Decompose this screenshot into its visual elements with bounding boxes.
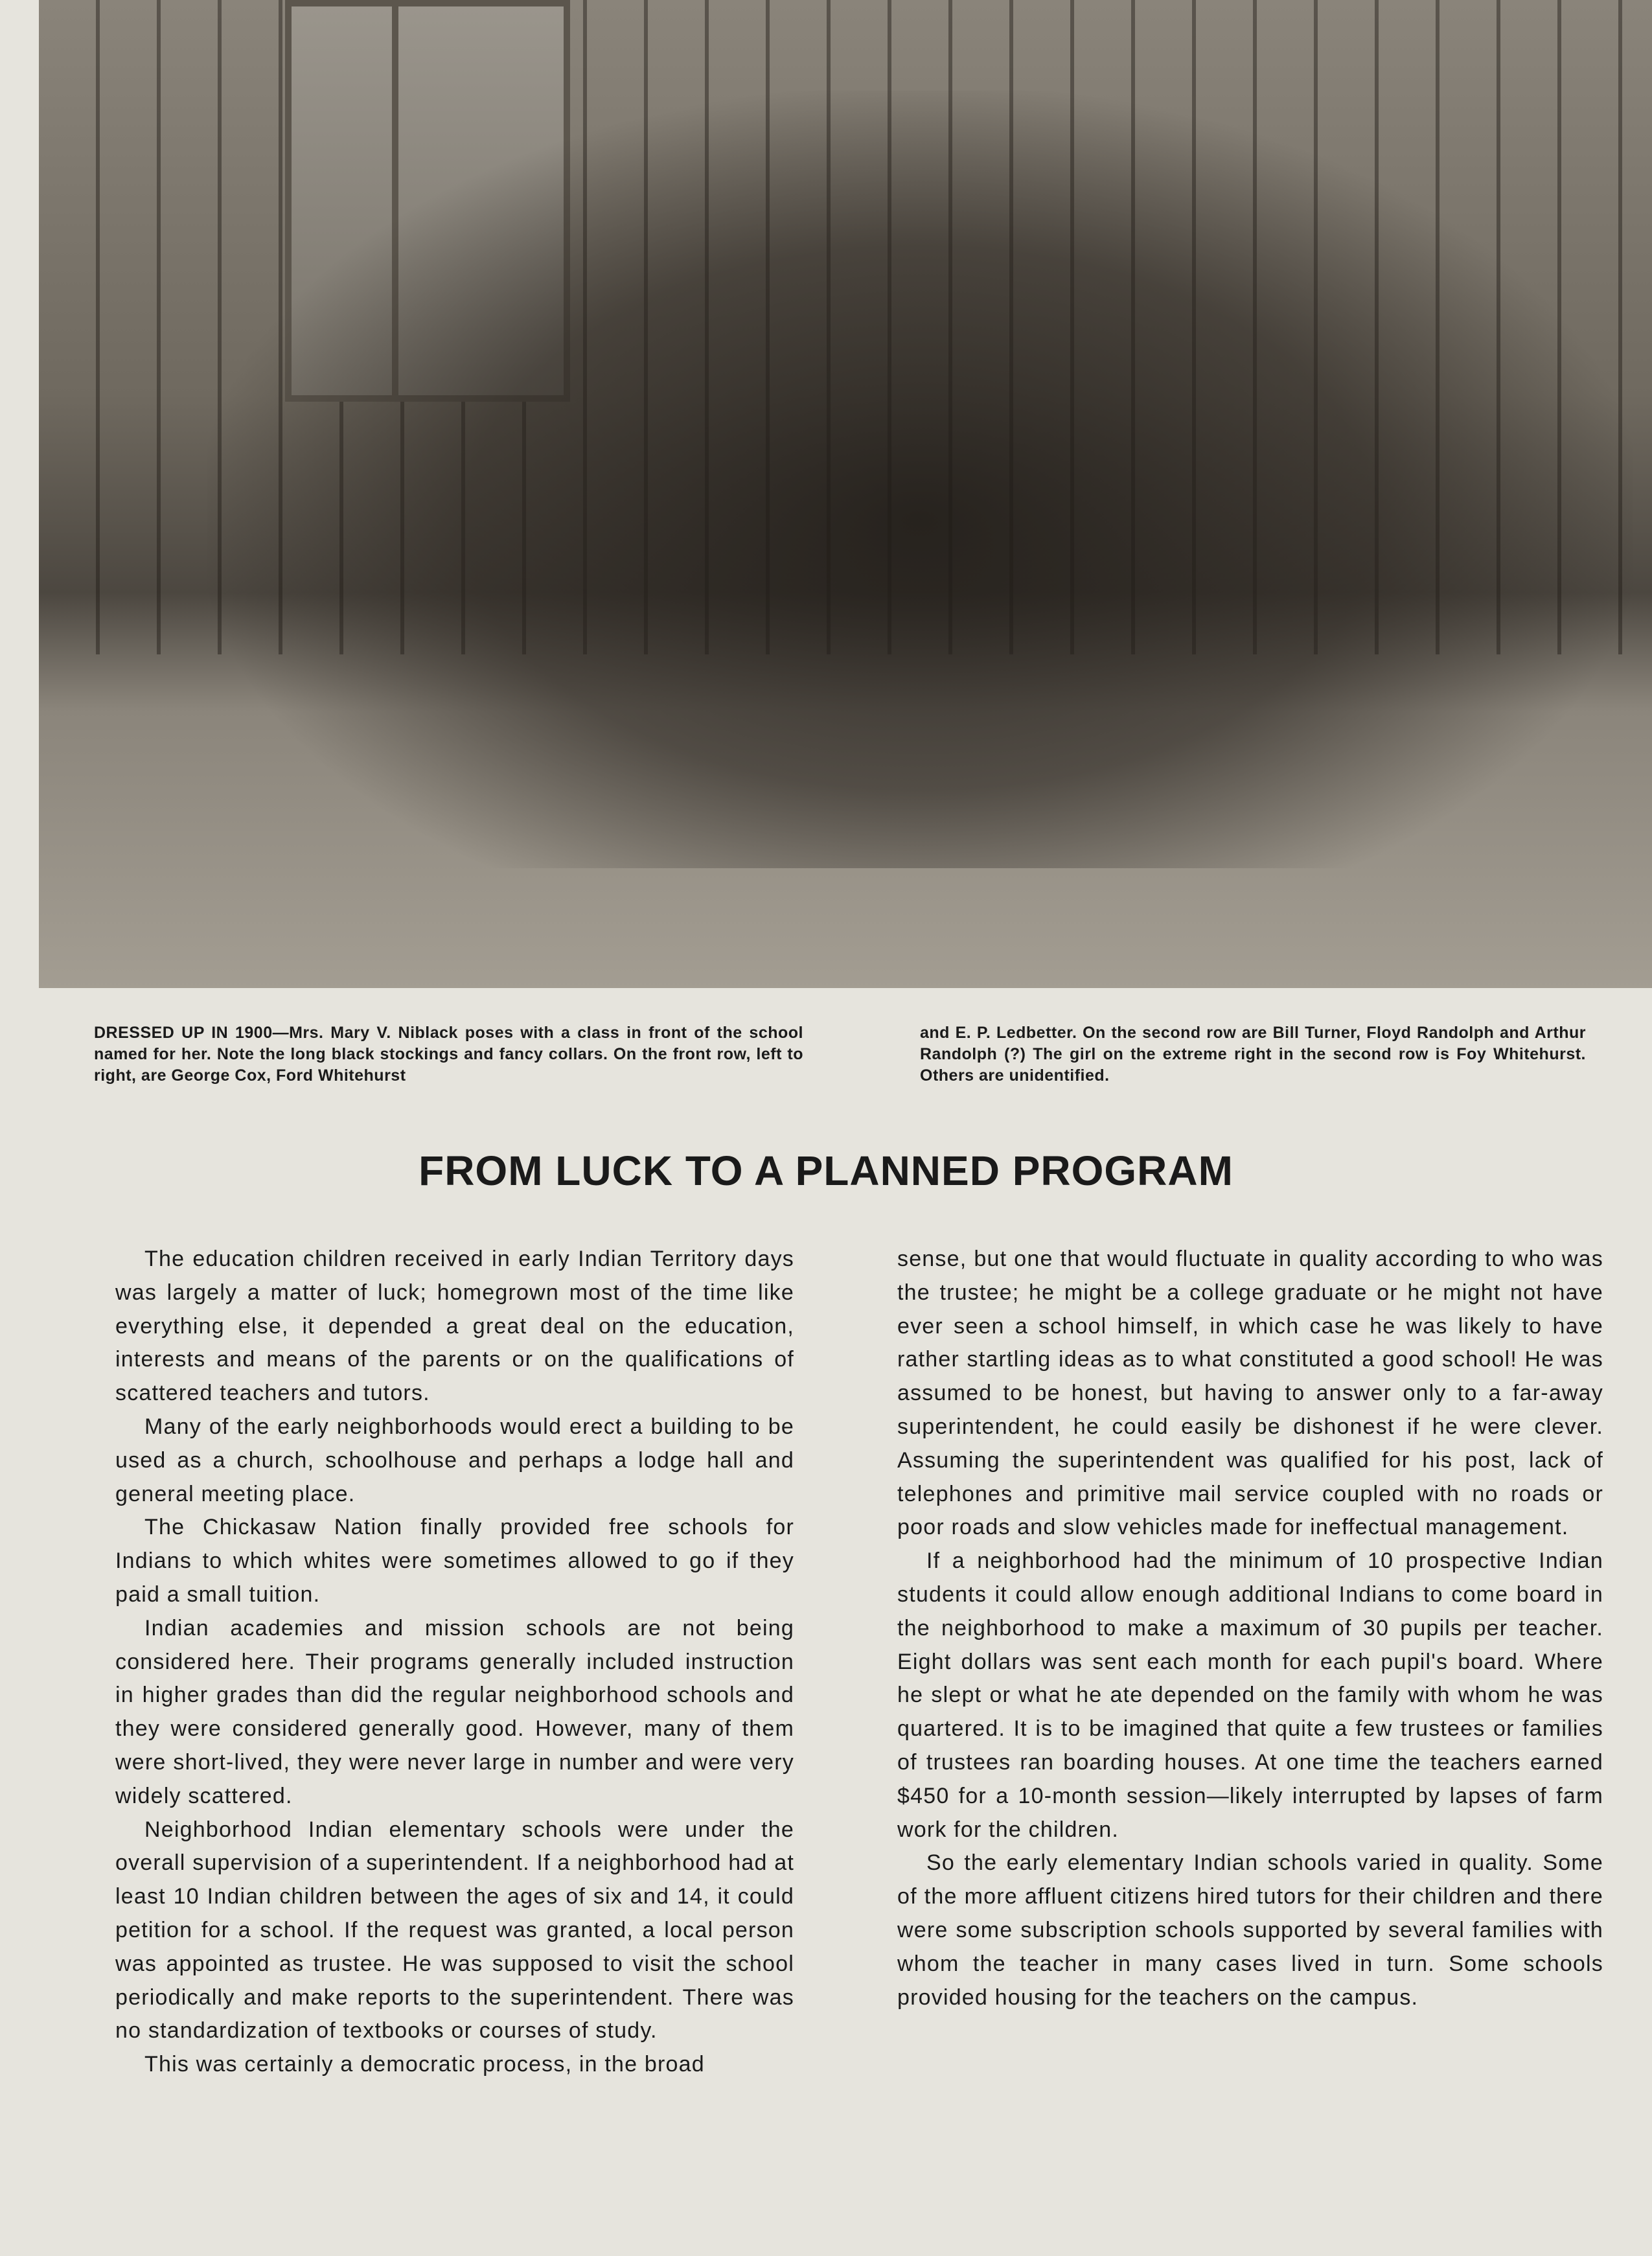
paragraph: Indian academies and mission schools are not being considered here. Their programs generally included instruction in higher grades than did the regular neighborhood schools and they were considered generally good. However, many of them were short-lived, they were never large in number and were very widely scattered. bbox=[115, 1615, 794, 1808]
photo-caption-left: DRESSED UP IN 1900—Mrs. Mary V. Niblack poses with a class in front of the school named for her. Note the long black stockings and fancy collars. On the front row, left to right, are George Cox, Ford Whitehurst bbox=[94, 1024, 803, 1085]
group-of-students bbox=[207, 91, 1633, 868]
paragraph: The education children received in early Indian Territory days was largely a matter of luck; homegrown most of the time like everything else, it depended a great deal on the education, interests and means of the parents or on the qualifications of scattered teachers and tutors. bbox=[115, 1247, 794, 1406]
paragraph: sense, but one that would fluctuate in quality according to who was the trustee; he might be a college graduate or he might not have ever seen a school himself, in which case he was likely to have rather startling ideas as to what constituted a good school! He was assumed to be honest, but having to answer only to a far-away superintendent, he could easily be dishonest if he were clever. Assuming the superintendent was qualified for his post, lack of telephones and primitive mail service coupled with no roads or poor roads and slow vehicles made for ineffectual management. bbox=[897, 1247, 1603, 1540]
class-photo bbox=[39, 0, 1652, 988]
paragraph: Neighborhood Indian elementary schools were under the overall supervision of a superintendent. If a neighborhood had at least 10 Indian children between the ages of six and 14, it could petition for a school. If the request was granted, a local person was appointed as trustee. He was supposed to visit the school periodically and make reports to the superintendent. There was no standardization of textbooks or courses of study. bbox=[115, 1817, 794, 2043]
photo-caption-right: and E. P. Ledbetter. On the second row are Bill Turner, Floyd Randolph and Arthur Randolph (?) The girl on the extreme right in the second row is Foy Whitehurst. Others are unidentified. bbox=[920, 1024, 1586, 1085]
right-column bbox=[897, 1243, 1603, 2014]
paragraph: Many of the early neighborhoods would erect a building to be used as a church, schoolhouse and perhaps a lodge hall and general meeting place. bbox=[115, 1414, 794, 1506]
left-column bbox=[115, 1243, 794, 2082]
article-title: FROM LUCK TO A PLANNED PROGRAM bbox=[419, 1147, 1233, 1194]
paragraph: If a neighborhood had the minimum of 10 prospective Indian students it could allow enough additional Indians to come board in the neighborhood to make a maximum of 30 pupils per teacher. Eight dollars was sent each month for each pupil's board. Where he slept or what he ate depended on the family with whom he was quartered. It is to be imagined that quite a few trustees or families of trustees ran boarding houses. At one time the teachers earned $450 for a 10-month session—likely interrupted by lapses of farm work for the children. bbox=[897, 1548, 1603, 1842]
paragraph: So the early elementary Indian schools varied in quality. Some of the more affluent citizens hired tutors for their children and there were some subscription schools supported by several families with whom the teacher in many cases lived in turn. Some schools provided housing for the teachers on the campus. bbox=[897, 1850, 1603, 2010]
paragraph: The Chickasaw Nation finally provided free schools for Indians to which whites were sometimes allowed to go if they paid a small tuition. bbox=[115, 1515, 794, 1607]
paragraph: This was certainly a democratic process, in the broad bbox=[144, 2052, 705, 2077]
